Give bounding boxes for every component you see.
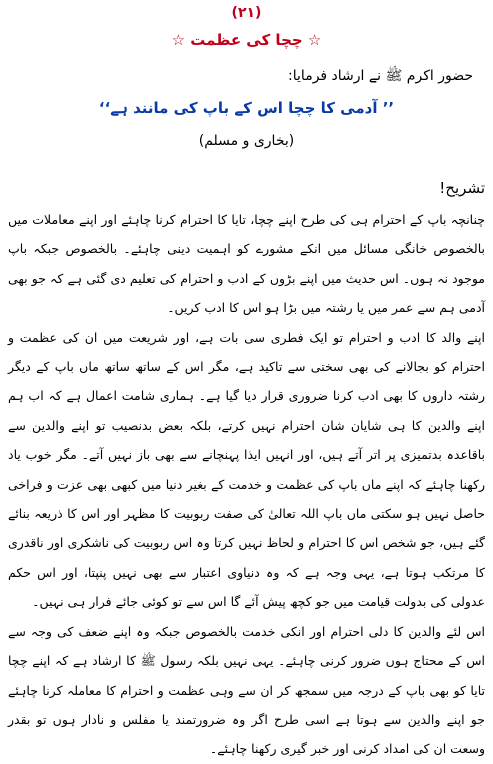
body-paragraph: اپنے والد کا ادب و احترام تو ایک فطری سی بات ہے، اور شریعت میں ان کی عظمت و احترام کو بجالانے کی بھی سختی سے تاکید ہے، مگر اس کے ساتھ ساتھ ماں باپ کے دیگر رشتہ داروں کا بھی ادب کرنا ضروری قرار دیا گیا ہے۔ ہماری شامت اعمال ہے کہ اب ہم اپنے والدین کا ہی شایان شان احترام نہیں کرتے، بلکہ بعض بدنصیب تو اپنے والدین سے باقاعدہ بدتمیزی پر اتر آتے ہیں، اور انہیں ایذا پہنچانے سے بھی باز نہیں آتے۔ مگر خوب یاد رکھنا چاہئے کہ اپنے ماں باپ کی عظمت و خدمت کے بغیر دنیا میں کبھی بھی عزت و فراخی حاصل نہیں ہو سکتی ماں باپ اللہ تعالیٰ کی صفت ربوبیت کا مظہر اور اس کا ذریعہ بنائے گئے ہیں، جو شخص اس کا احترام و لحاظ نہیں کرتا وہ اس ربوبیت کی ناشکری اور ناقدری کا مرتکب ہوتا ہے، یہی وجہ ہے کہ وہ دنیاوی اعتبار سے بھی نہیں پنپتا، اور اس حکم عدولی کی بدولت قیامت میں جو کچھ پیش آئے گا اس سے تو کوئی جائے فرار ہی نہیں۔ <box>8 329 485 610</box>
body-paragraph: اس لئے والدین کا دلی احترام اور انکی خدمت بالخصوص جبکہ وہ اپنے ضعف کی وجہ سے اس کے محتاج ہوں ضرور کرنی چاہئے۔ یہی نہیں بلکہ رسول ﷺ کا ارشاد ہے کہ اپنے چچا تایا کو بھی باپ کے درجہ میں سمجھ کر ان سے وہی عظمت و احترام کا معاملہ کرنا چاہئے جو اپنے والدین سے ہوتا ہے اسی طرح اگر وہ ضرورتمند یا مفلس و نادار ہوں تو بقدر وسعت ان کی امداد کرنی اور خبر گیری رکھنا چاہئے۔ <box>8 623 485 757</box>
explanation-body <box>8 205 485 764</box>
hadith-intro: حضور اکرم ﷺ نے ارشاد فرمایا: <box>288 68 473 84</box>
chapter-title: ☆ چچا کی عظمت ☆ <box>171 31 322 49</box>
hadith-text: ’’ آدمی کا چچا اس کے باپ کی مانند ہے‘‘ <box>98 99 395 117</box>
page-number: (۲۱) <box>231 5 262 21</box>
explanation-heading: تشریح! <box>439 179 485 197</box>
hadith-source: (بخاری و مسلم) <box>198 133 295 149</box>
body-paragraph: چنانچہ باپ کے احترام ہی کی طرح اپنے چچا، تایا کا احترام کرنا چاہئے اور اپنے معاملات میں بالخصوص خانگی مسائل میں انکے مشورے کو اہمیت دینی چاہئے۔ بالخصوص جبکہ باپ موجود نہ ہوں۔ اس حدیث میں اپنے بڑوں کے ادب و احترام کی تعلیم دی گئی ہے کہ جو بھی آدمی ہم سے عمر میں یا رشتہ میں بڑا ہو اس کا ادب کریں۔ <box>8 212 485 316</box>
